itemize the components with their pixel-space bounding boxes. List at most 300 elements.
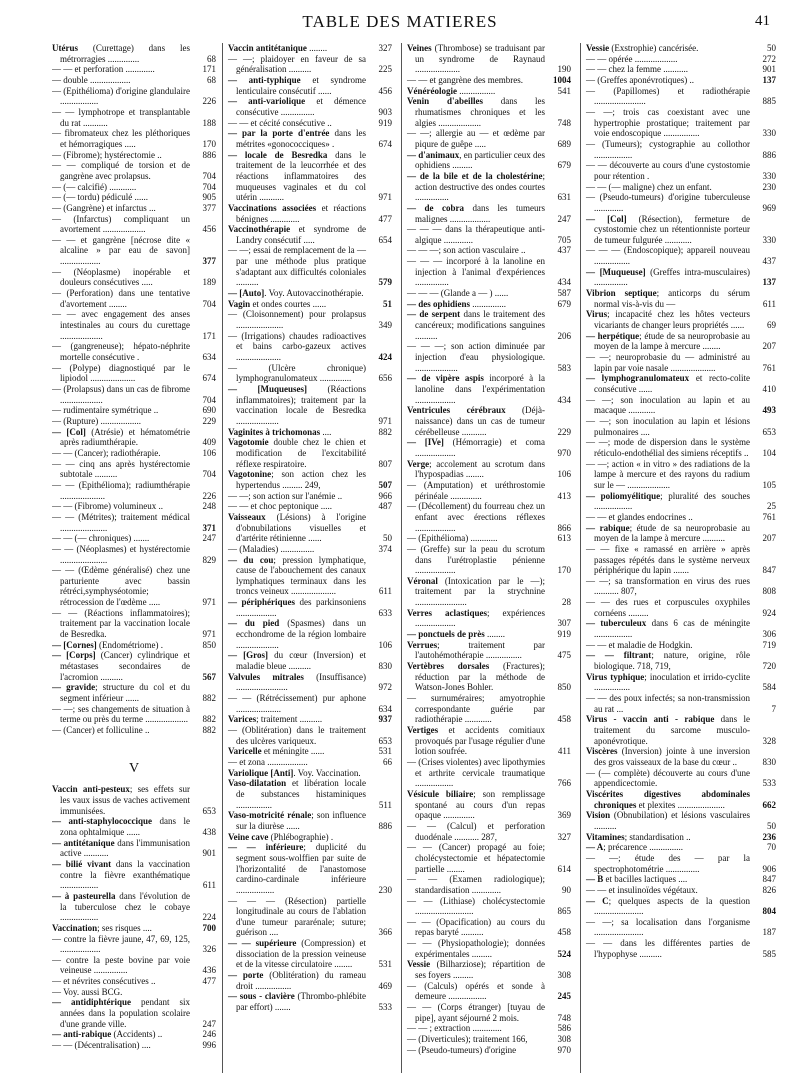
- index-entry: [52, 1040, 216, 1051]
- entry-text: — B et bacilles lactiques ....: [586, 874, 688, 885]
- entry-text: — (Cancer) et folliculine ..: [52, 725, 150, 735]
- entry-page-ref: 188: [202, 117, 216, 128]
- index-entry: [407, 224, 571, 245]
- entry-page-ref: 308: [557, 1034, 571, 1045]
- index-entry: [407, 533, 571, 544]
- entry-text: Viscérites digestives abdominales chroniques et plexites .....................: [586, 788, 750, 810]
- entry-text: — [Gros] du cœur (Inversion) et maladie bleue ..........: [228, 650, 366, 672]
- index-entry: [228, 128, 392, 149]
- entry-page-ref: 51: [383, 298, 392, 309]
- entry-text: — —; mode de dispersion dans le système réticulo-endothélial des simiens réceptifs ..: [586, 437, 750, 458]
- entry-page-ref: 327: [378, 43, 392, 53]
- index-entry: [586, 693, 776, 714]
- page-number: 41: [755, 13, 770, 29]
- entry-text: — —; plaidoyer en faveur de sa généralisation ..........: [228, 53, 366, 75]
- entry-page-ref: 369: [557, 810, 571, 821]
- entry-text: — (Greffes aponévrotiques) ..: [586, 74, 695, 85]
- index-entry: [52, 997, 216, 1029]
- entry-page-ref: 105: [762, 479, 776, 490]
- entry-text: — —; ses changements de situation à terme ou près du terme ...................: [52, 703, 190, 725]
- index-entry: [52, 640, 216, 651]
- entry-page-ref: 424: [378, 352, 392, 363]
- entry-page-ref: 70: [767, 842, 776, 853]
- index-entry: [52, 363, 216, 384]
- entry-text: Veines (Thrombose) se traduisant par un syndrome de Raynaud ....................: [407, 43, 545, 75]
- entry-text: — bilié vivant dans la vaccination contre la fièvre exanthématique .................: [52, 858, 190, 891]
- index-entry: [52, 480, 216, 501]
- entry-text: — — des poux infectés; sa non-transmission au rat ...: [586, 693, 750, 714]
- entry-page-ref: 631: [557, 192, 571, 203]
- entry-page-ref: 137: [762, 74, 776, 85]
- index-entry: [586, 437, 776, 458]
- entry-text: Vision (Obnubilation) et lésions vasculaires ..........: [586, 810, 750, 831]
- entry-text: — —; étude des — par la spectrophotométrie ...............: [586, 852, 750, 874]
- entry-page-ref: 531: [378, 746, 392, 757]
- entry-page-ref: 901: [202, 848, 216, 859]
- entry-page-ref: 654: [378, 234, 392, 245]
- entry-page-ref: 229: [557, 426, 571, 437]
- entry-page-ref: 50: [767, 43, 776, 53]
- entry-text: — — (Opacification) au cours du repas baryté ..........: [407, 916, 545, 938]
- entry-text: — [Cornes] (Endométriome) .: [52, 639, 163, 650]
- index-entry: [407, 1045, 571, 1056]
- entry-text: — — avec engagement des anses intestinales au cours du curettage ...................: [52, 309, 190, 341]
- entry-text: — — — (Glande a — ) ......: [407, 288, 509, 299]
- index-entry: [228, 501, 392, 512]
- entry-page-ref: 190: [557, 64, 571, 75]
- index-entry: [407, 480, 571, 501]
- index-entry: [407, 661, 571, 693]
- index-entry: [407, 693, 571, 725]
- index-entry: [407, 437, 571, 458]
- entry-text: — (Prolapsus) dans un cas de fibrome ...................: [52, 384, 190, 405]
- index-entry: [228, 842, 392, 895]
- index-column-4: [580, 43, 776, 1073]
- index-entry: [52, 416, 216, 427]
- entry-page-ref: 137: [762, 277, 776, 288]
- entry-page-ref: 919: [378, 117, 392, 128]
- entry-text: — (Amputation) et uréthrostomie périnéale ..............: [407, 479, 545, 501]
- index-entry: [586, 107, 776, 139]
- entry-text: — — (Métrites); traitement médical .....................: [52, 511, 190, 533]
- entry-page-ref: 229: [202, 415, 216, 426]
- entry-text: — contre la peste bovine par voie veineuse ...............: [52, 954, 190, 976]
- entry-text: — —; essai de remplacement de la — par une méthode plus pratique s'adaptant aux difficultés coloniales ..........: [228, 245, 366, 288]
- entry-page-ref: 104: [762, 447, 776, 458]
- index-entry: [586, 43, 776, 54]
- entry-text: — — (Fibrome) volumineux ..: [52, 501, 163, 512]
- entry-text: — et zona ..................: [228, 756, 308, 767]
- index-entry: [52, 341, 216, 362]
- entry-text: — sous - clavière (Thrombo-phlébite par effort) .......: [228, 991, 366, 1013]
- index-entry: [586, 182, 776, 193]
- index-entry: [407, 256, 571, 288]
- entry-text: — — —; son action vasculaire ..: [407, 245, 526, 256]
- index-entry: [52, 987, 216, 998]
- index-entry: [52, 725, 216, 736]
- index-entry: [407, 1023, 571, 1034]
- entry-text: — —; sa localisation dans l'organisme ......................: [586, 916, 750, 938]
- entry-text: — — inférieure; duplicité du segment sous-wolffien par suite de l'horizontalité de l'anastomose cardino-cardinale inférieure .................: [228, 842, 366, 895]
- index-entry: [228, 96, 392, 117]
- entry-text: — — et cécité consécutive ..: [228, 117, 332, 128]
- index-entry: [52, 1029, 216, 1040]
- index-entry: [52, 608, 216, 640]
- entry-text: — — et perforation .............: [52, 64, 155, 75]
- entry-page-ref: 808: [762, 586, 776, 597]
- entry-text: — poliomyélitique; pluralité des souches .................: [586, 490, 750, 512]
- entry-page-ref: 409: [202, 437, 216, 448]
- entry-page-ref: 50: [767, 820, 776, 831]
- entry-page-ref: 969: [762, 202, 776, 213]
- entry-page-ref: 377: [202, 256, 216, 267]
- index-column-2: [222, 43, 392, 1073]
- entry-page-ref: 830: [378, 661, 392, 672]
- entry-text: — — (Réactions inflammatoires); traitement par la vaccination locale de Besredka.: [52, 607, 190, 640]
- entry-text: — — (Lithiase) cholécystectomie ..........................: [407, 895, 545, 917]
- entry-text: — —; neuroprobasie du — administré au lapin par voie nasale ....................: [586, 352, 750, 373]
- entry-text: — (Polype) diagnostiqué par le lipiodol ....................: [52, 362, 190, 384]
- index-entry: [228, 555, 392, 598]
- index-entry: [228, 970, 392, 991]
- entry-text: Vagotomie double chez le chien et modification de l'excitabilité réflexe respiratoire.: [228, 437, 366, 469]
- index-entry: [228, 309, 392, 330]
- index-entry: [228, 512, 392, 544]
- entry-text: Vessie (Bilharziose); répartition de ses foyers .........: [407, 959, 545, 981]
- index-entry: [52, 43, 216, 64]
- index-entry: [407, 96, 571, 128]
- entry-page-ref: 971: [202, 597, 216, 608]
- entry-text: — (Pseudo-tumeurs) d'origine: [407, 1044, 517, 1055]
- entry-text: — [IVe] (Hémorragie) et coma ..................: [407, 437, 545, 458]
- entry-text: — —; son action sur l'anémie ..: [228, 490, 343, 501]
- entry-page-ref: 583: [557, 362, 571, 373]
- entry-page-ref: 662: [762, 799, 776, 810]
- index-entry: [228, 118, 392, 129]
- entry-text: Venin d'abeilles dans les rhumatismes chroniques et les algies ...................: [407, 96, 546, 128]
- entry-text: — C; quelques aspects de la question ......................: [586, 895, 750, 917]
- entry-text: — — dans les différentes parties de l'hypophyse ..........: [586, 938, 750, 959]
- index-entry: [52, 682, 216, 703]
- entry-text: — (Papillomes) et radiothérapie .......................: [586, 85, 750, 107]
- index-entry: [228, 224, 392, 245]
- entry-page-ref: 170: [557, 565, 571, 576]
- entry-text: — [Muqueuse] (Greffes intra-musculaires) ...............: [586, 266, 750, 288]
- entry-text: — porte (Oblitération) du rameau droit ................: [228, 970, 366, 991]
- index-entry: [228, 491, 392, 502]
- page-title: TABLE DES MATIERES: [302, 12, 498, 31]
- entry-page-ref: 882: [202, 725, 216, 735]
- index-entry: [586, 373, 776, 394]
- entry-text: — — cinq ans après hystérectomie subtotale ..........: [52, 458, 190, 480]
- entry-page-ref: 236: [762, 831, 776, 842]
- index-entry: [228, 75, 392, 96]
- index-entry: [228, 597, 392, 618]
- index-entry: [407, 373, 571, 405]
- entry-page-ref: 28: [562, 597, 571, 608]
- entry-text: — rabique; étude de sa neuroprobasie au moyen de la lampe à mercure ..........: [586, 522, 750, 544]
- index-entry: [407, 938, 571, 959]
- entry-page-ref: 226: [202, 96, 216, 107]
- index-entry: [407, 341, 571, 373]
- entry-text: Vertèbres dorsales (Fractures); réduction par la méthode de Watson-Jones Bohler.: [407, 661, 545, 693]
- index-entry: [407, 576, 571, 608]
- index-entry: [407, 75, 571, 86]
- index-entry: [407, 1034, 571, 1045]
- entry-page-ref: 704: [202, 181, 216, 192]
- entry-text: — tuberculeux dans 6 cas de méningite .................: [586, 618, 750, 640]
- index-entry: [407, 86, 571, 97]
- entry-text: — — et glandes endocrines ..: [586, 511, 693, 522]
- entry-page-ref: 307: [557, 618, 571, 629]
- entry-text: — de cobra dans les tumeurs malignes ..................: [407, 202, 545, 224]
- index-entry: [52, 182, 216, 193]
- entry-page-ref: 704: [202, 170, 216, 181]
- entry-page-ref: 748: [557, 117, 571, 128]
- entry-page-ref: 766: [557, 778, 571, 789]
- index-entry: [586, 640, 776, 651]
- entry-page-ref: 720: [762, 661, 776, 672]
- entry-text: Verres aclastiques; expériences ..................: [407, 607, 545, 629]
- entry-text: — — et insulinoïdes végétaux.: [586, 884, 698, 895]
- index-entry: [52, 650, 216, 682]
- index-entry: [407, 608, 571, 629]
- entry-text: — de la bile et de la cholestérine; action destructive des ondes courtes ...............: [407, 170, 545, 203]
- index-entry: [407, 725, 571, 757]
- index-entry: [407, 821, 571, 842]
- index-entry: [52, 384, 216, 405]
- entry-text: — de vipère aspis incorporé à la lanoline dans l'expérimentation ..................: [407, 373, 545, 405]
- index-entry: [228, 288, 392, 299]
- entry-text: — — (Œdème généralisé) chez une parturiente avec bassin rétréci,symphyséotomie; rétrocession de l'œdème .....: [52, 565, 190, 608]
- entry-text: — — — dans la thérapeutique anti-algique .............: [407, 224, 545, 245]
- entry-page-ref: 493: [762, 405, 776, 416]
- entry-page-ref: 106: [557, 469, 571, 480]
- index-entry: [228, 896, 392, 939]
- entry-page-ref: 371: [202, 522, 216, 533]
- entry-text: — surnuméraires; amyotrophie correspondante guérie par radiothérapie ............: [407, 693, 545, 725]
- entry-text: — ponctuels de près ........: [407, 629, 506, 640]
- entry-text: — A; précarence ...............: [586, 842, 683, 853]
- index-entry: [407, 43, 571, 75]
- entry-text: Vessie (Exstrophie) cancérisée.: [586, 43, 699, 53]
- index-entry: [586, 714, 776, 746]
- entry-page-ref: 434: [557, 277, 571, 288]
- index-entry: [228, 714, 392, 725]
- entry-page-ref: 613: [557, 533, 571, 544]
- entry-text: Vagotonine; son action chez les hypertendus ......... 249,: [228, 469, 366, 490]
- entry-page-ref: 614: [557, 863, 571, 874]
- entry-page-ref: 972: [378, 682, 392, 693]
- entry-page-ref: 230: [378, 884, 392, 895]
- index-entry: [586, 832, 776, 843]
- entry-text: — du pied (Spasmes) dans un ecchondrome de la région lombaire ...................: [228, 618, 366, 650]
- entry-text: Varicelle et méningite ......: [228, 746, 325, 757]
- index-entry: [228, 725, 392, 746]
- index-entry: [586, 139, 776, 160]
- entry-page-ref: 611: [202, 880, 216, 891]
- entry-page-ref: 458: [557, 714, 571, 725]
- index-entry: [586, 917, 776, 938]
- entry-page-ref: 438: [202, 826, 216, 837]
- entry-page-ref: 68: [207, 74, 216, 85]
- index-entry: [228, 54, 392, 75]
- entry-page-ref: 970: [557, 1044, 571, 1055]
- index-entry: [52, 565, 216, 608]
- entry-page-ref: 187: [762, 927, 776, 938]
- index-entry: [228, 363, 392, 384]
- index-entry: [407, 629, 571, 640]
- entry-page-ref: 410: [762, 384, 776, 394]
- index-entry: [586, 54, 776, 65]
- entry-page-ref: 679: [557, 160, 571, 171]
- entry-page-ref: 674: [202, 373, 216, 384]
- entry-page-ref: 349: [378, 320, 392, 331]
- index-entry: [52, 976, 216, 987]
- entry-page-ref: 327: [557, 831, 571, 842]
- entry-page-ref: 1004: [553, 74, 571, 85]
- index-entry: [52, 203, 216, 214]
- entry-text: — — (— chroniques) .......: [52, 533, 150, 544]
- index-entry: [52, 501, 216, 512]
- entry-page-ref: 906: [762, 863, 776, 874]
- entry-page-ref: 7: [771, 703, 776, 714]
- entry-page-ref: 272: [762, 53, 776, 64]
- entry-text: — —; allergie au — et œdème par piqure de guêpe .....: [407, 128, 545, 149]
- index-entry: [228, 469, 392, 490]
- index-entry: [586, 768, 776, 789]
- entry-text: — (— tordu) pédiculé ......: [52, 192, 148, 203]
- index-entry: [407, 959, 571, 980]
- index-entry: [228, 810, 392, 831]
- entry-page-ref: 829: [202, 554, 216, 565]
- entry-page-ref: 487: [378, 501, 392, 512]
- entry-text: — (Pseudo-tumeurs) d'origine tuberculeuse .............: [586, 192, 750, 213]
- entry-page-ref: 971: [202, 629, 216, 640]
- index-entry: [586, 512, 776, 523]
- entry-page-ref: 674: [378, 138, 392, 149]
- entry-text: — fibromateux chez les pléthoriques et hémorragiques .....: [52, 128, 190, 149]
- entry-text: Vaccinations associées et réactions bénignes .............: [228, 202, 367, 224]
- entry-page-ref: 469: [378, 980, 392, 991]
- entry-text: Vaccin antitétanique ........: [228, 43, 328, 53]
- entry-text: — — (Cancer) propagé au foie; cholécystectomie et hépatectomie partielle ........: [407, 842, 545, 874]
- entry-page-ref: 456: [378, 85, 392, 96]
- entry-text: — (Calculs) opérés et sonde à demeure .................: [407, 980, 545, 1002]
- index-entry: [228, 544, 392, 555]
- index-entry: [407, 203, 571, 224]
- index-entry: [228, 618, 392, 650]
- index-entry: [586, 746, 776, 767]
- entry-text: — de serpent dans le traitement des cancéreux; modifications sanguines ..........: [407, 309, 545, 341]
- index-entry: [228, 832, 392, 843]
- entry-page-ref: 541: [557, 85, 571, 96]
- entry-page-ref: 328: [762, 735, 776, 746]
- index-entry: [52, 160, 216, 181]
- index-entry: [228, 991, 392, 1012]
- entry-page-ref: 306: [762, 629, 776, 640]
- index-entry: [228, 427, 392, 438]
- index-entry: [52, 214, 216, 235]
- entry-page-ref: 634: [378, 703, 392, 714]
- index-entry: [228, 203, 392, 224]
- entry-page-ref: 90: [562, 884, 571, 895]
- entry-text: — (Tumeurs); cystographie au collothor .................: [586, 138, 750, 160]
- entry-text: — — compliqué de torsion et de gangrène avec prolapsus.: [52, 160, 190, 181]
- entry-text: — (Irrigations) chaudes radioactives et bains carbo-gazeux actives ....................: [228, 330, 366, 363]
- index-entry: [586, 544, 776, 576]
- entry-page-ref: 885: [762, 96, 776, 107]
- index-entry: [228, 437, 392, 469]
- entry-text: Utérus (Curettage) dans les métrorragies ..............: [52, 43, 190, 64]
- index-entry: [407, 842, 571, 874]
- entry-text: Varices; traitement ..........: [228, 714, 323, 725]
- entry-text: — — (Physiopathologie); données expérimentales .........: [407, 938, 545, 959]
- entry-page-ref: 50: [383, 533, 392, 544]
- index-entry: [228, 43, 392, 54]
- entry-text: Virus - vaccin anti - rabique dans le traitement du sarcome musculo-aponévrotique.: [586, 714, 751, 746]
- entry-page-ref: 996: [202, 1040, 216, 1051]
- index-entry: [586, 842, 776, 853]
- entry-text: — (Perforation) dans une tentative d'avortement ........: [52, 288, 190, 309]
- index-column-3: [401, 43, 571, 1073]
- entry-text: — —; action « in vitro » des radiations de la lampe à mercure et des rayons du radium sur le — ...................: [586, 458, 750, 490]
- entry-text: Vaisseaux (Lésions) à l'origine d'obnubilations visuelles et d'artérite rétinienne ......: [228, 511, 366, 544]
- entry-text: — — et choc peptonique .....: [228, 501, 332, 512]
- entry-page-ref: 524: [557, 948, 571, 959]
- entry-page-ref: 656: [378, 373, 392, 384]
- entry-page-ref: 850: [557, 682, 571, 693]
- entry-page-ref: 653: [378, 735, 392, 746]
- index-entry: [586, 64, 776, 75]
- entry-page-ref: 330: [762, 128, 776, 139]
- entry-page-ref: 411: [557, 746, 571, 757]
- entry-text: — (Néoplasme) inopérable et douleurs consécutives .....: [52, 266, 190, 288]
- entry-page-ref: 437: [557, 245, 571, 256]
- index-entry: [228, 757, 392, 768]
- entry-text: Véronal (Intoxication par le —); traitement par la strychnine .......................: [407, 575, 545, 608]
- entry-page-ref: 611: [762, 298, 776, 309]
- index-entry: [52, 192, 216, 203]
- entry-page-ref: 966: [378, 490, 392, 501]
- entry-page-ref: 585: [762, 948, 776, 959]
- index-entry: [228, 245, 392, 288]
- entry-text: — (gangreneuse); hépato-néphrite mortelle consécutive .: [52, 341, 190, 363]
- index-entry: [52, 128, 216, 149]
- entry-text: — — découverte au cours d'une cystostomie pour rétention .: [586, 160, 750, 181]
- entry-text: — (Décollement) du fourreau chez un enfant avec érections réflexes ..................: [407, 501, 545, 533]
- entry-page-ref: 531: [378, 959, 392, 970]
- index-entry: [407, 757, 571, 789]
- index-entry: [52, 75, 216, 86]
- index-columns: [52, 43, 778, 1073]
- index-entry: [586, 160, 776, 181]
- entry-page-ref: 882: [202, 693, 216, 704]
- index-entry: [586, 874, 776, 885]
- entry-page-ref: 230: [762, 181, 776, 192]
- entry-page-ref: 413: [557, 490, 571, 501]
- entry-page-ref: 719: [762, 639, 776, 650]
- entry-text: Vaginites à trichomonas ....: [228, 426, 332, 437]
- section-letter: V: [128, 760, 140, 776]
- entry-text: Vibrion septique; anticorps du sérum normal vis-à-vis du —: [586, 288, 750, 309]
- entry-page-ref: 226: [202, 490, 216, 501]
- index-entry: [407, 405, 571, 437]
- index-entry: [407, 288, 571, 299]
- index-entry: [586, 650, 776, 671]
- entry-text: — gravide; structure du col et du segment inférieur ......: [52, 682, 191, 704]
- entry-text: — (Fibrome); hystérectomie ..: [52, 149, 162, 160]
